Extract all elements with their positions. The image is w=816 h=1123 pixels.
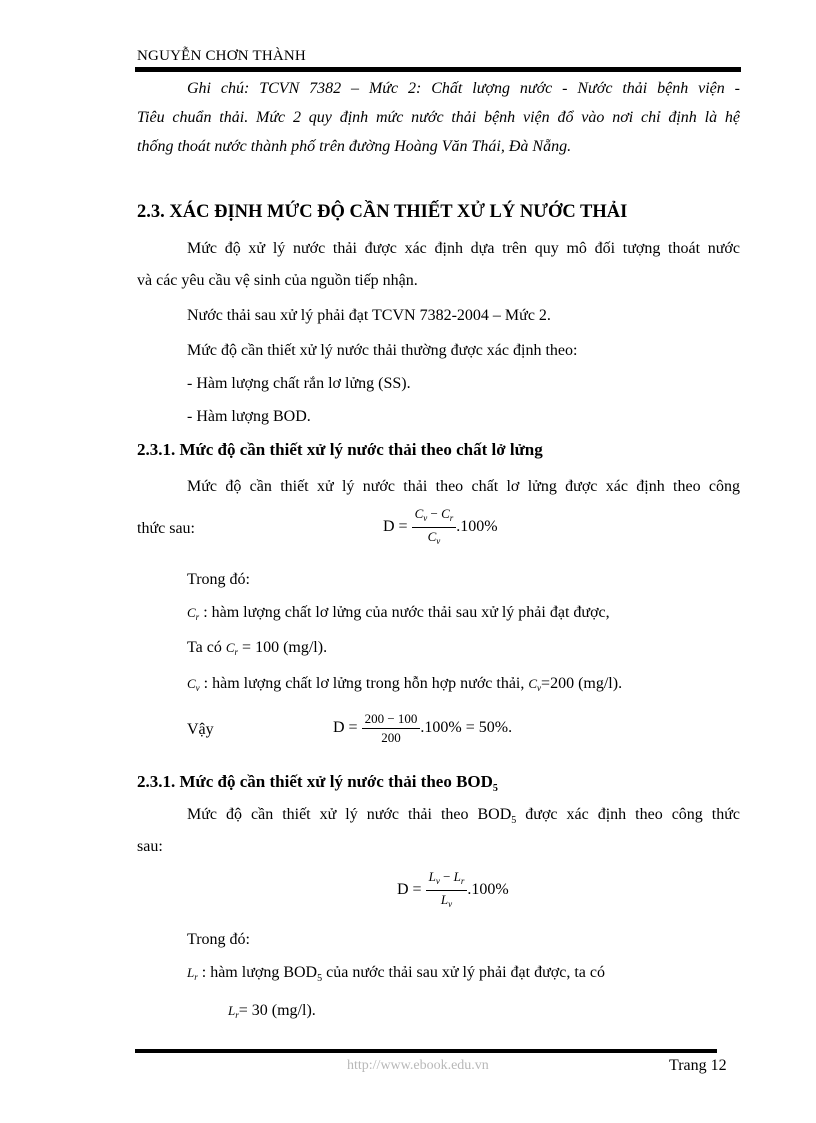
cv-sub: v (195, 683, 200, 693)
note-line-3: thống thoát nước thành phố trên đường Hoàng Văn Thái, Đà Nẵng. (137, 138, 572, 155)
sub1-calc (333, 710, 512, 747)
sub1-cv-line (187, 673, 622, 699)
sub1-cr-line (187, 602, 610, 628)
formula-denominator (412, 528, 457, 550)
sub2-lr-value-line (228, 1000, 316, 1026)
formula-numerator (412, 505, 457, 528)
sub2-where: Trong đó: (187, 931, 250, 948)
lr-symbol-2: L (228, 1003, 236, 1018)
sub2-heading-text: 2.3.1. Mức độ cần thiết xử lý nước thải theo BOD (137, 772, 493, 791)
den-var: C (427, 529, 437, 544)
taco-value: = 100 (mg/l). (242, 639, 328, 656)
cv-symbol-2: C (528, 676, 538, 691)
sub1-heading: 2.3.1. Mức độ cần thiết xử lý nước thải theo chất lở lửng (137, 440, 543, 459)
num2-sub-a: v (435, 876, 440, 886)
num-var-b: C (441, 506, 450, 521)
sub2-formula (397, 868, 509, 913)
sub1-formula (383, 505, 498, 550)
sub2-intro-b: được xác định theo công thức (516, 806, 741, 823)
header-author: NGUYỄN CHƠN THÀNH (137, 48, 306, 64)
sub2-heading (137, 772, 498, 794)
sub2-lr-line (187, 962, 605, 989)
footer-url[interactable]: http://www.ebook.edu.vn (347, 1058, 489, 1073)
lr-value: = 30 (mg/l). (238, 1002, 316, 1019)
note-line-2: Tiêu chuẩn thải. Mức 2 quy định mức nước thải bệnh viện đổ vào nơi chỉ định là hệ (137, 109, 740, 126)
den2-var: L (440, 892, 449, 907)
section-p1-line2: và các yêu cầu vệ sinh của nguồn tiếp nhận. (137, 272, 418, 289)
note-paragraph (137, 74, 740, 161)
cr-sub: r (195, 612, 200, 622)
formula2-tail: .100% (467, 881, 509, 899)
sub2-heading-sub: 5 (492, 783, 498, 794)
footer-rule (135, 1049, 717, 1053)
calc-fraction (362, 710, 421, 747)
calc-denominator: 200 (381, 730, 401, 745)
sub2-intro-a: Mức độ cần thiết xử lý nước thải theo BOD (187, 806, 512, 823)
den-sub: v (436, 536, 441, 546)
sub1-intro-line2: thức sau: (137, 520, 195, 537)
sub1-intro-line1: Mức độ cần thiết xử lý nước thải theo chất lơ lửng được xác định theo công (187, 478, 740, 495)
sub1-taco-line (187, 637, 327, 663)
sub2-intro-line1 (187, 804, 740, 831)
num2-var-b: L (453, 869, 461, 884)
section-p3: Mức độ cần thiết xử lý nước thải thường được xác định theo: (187, 342, 578, 359)
formula2-numerator (426, 868, 468, 891)
cr-symbol: C (187, 605, 196, 620)
section-heading: 2.3. XÁC ĐỊNH MỨC ĐỘ CẦN THIẾT XỬ LÝ NƯỚC THẢI (137, 202, 628, 222)
lr-desc-sub: 5 (317, 973, 323, 984)
num2-sub-b: r (460, 876, 465, 886)
taco-prefix: Ta có (187, 639, 222, 656)
formula-lhs: D = (383, 518, 408, 536)
section-bullet-2: - Hàm lượng BOD. (187, 408, 311, 425)
cv-sub-2: v (537, 683, 542, 693)
section-p1-line1: Mức độ xử lý nước thải được xác định dựa trên quy mô đối tượng thoát nước (187, 240, 740, 257)
taco-sub: r (234, 647, 239, 657)
note-line-1: Ghi chú: TCVN 7382 – Mức 2: Chất lượng nước - Nước thải bệnh viện - (187, 80, 740, 97)
lr-sub-2: r (235, 1010, 239, 1020)
lr-desc-b: của nước thải sau xử lý phải đạt được, ta có (322, 964, 605, 981)
cv-value: =200 (mg/l). (541, 675, 623, 692)
cv-symbol: C (187, 676, 196, 691)
sub2-intro-line2: sau: (137, 838, 163, 855)
formula2-fraction (426, 868, 468, 913)
calc-numerator: 200 − 100 (362, 710, 421, 729)
cv-desc: : hàm lượng chất lơ lửng trong hỗn hợp nước thải, (203, 675, 525, 692)
num-var-a: C (414, 506, 424, 521)
footer-page-number: Trang 12 (669, 1057, 727, 1074)
lr-symbol: L (187, 965, 195, 980)
taco-symbol: C (225, 640, 235, 655)
calc-tail: .100% = 50%. (420, 719, 513, 737)
section-p2: Nước thải sau xử lý phải đạt TCVN 7382-2004 – Mức 2. (187, 307, 551, 324)
num-sub-a: v (423, 513, 428, 523)
cr-desc: : hàm lượng chất lơ lửng của nước thải sau xử lý phải đạt được, (203, 604, 610, 621)
sub1-where: Trong đó: (187, 571, 250, 588)
lr-desc-a: : hàm lượng BOD (201, 964, 318, 981)
section-bullet-1: - Hàm lượng chất rắn lơ lửng (SS). (187, 375, 411, 392)
sub1-vay: Vậy (187, 721, 214, 738)
num-minus: − (427, 506, 442, 521)
sub2-intro-sub: 5 (511, 815, 517, 826)
formula2-denominator (426, 891, 468, 913)
num2-var-a: L (428, 869, 436, 884)
den2-sub: v (448, 899, 453, 909)
num-sub-b: r (449, 513, 454, 523)
formula-tail: .100% (456, 518, 498, 536)
lr-sub: r (194, 972, 198, 982)
num2-minus: − (439, 869, 454, 884)
formula-fraction (412, 505, 457, 550)
formula2-lhs: D = (397, 881, 422, 899)
header-rule (135, 67, 741, 72)
calc-lhs: D = (333, 719, 358, 737)
